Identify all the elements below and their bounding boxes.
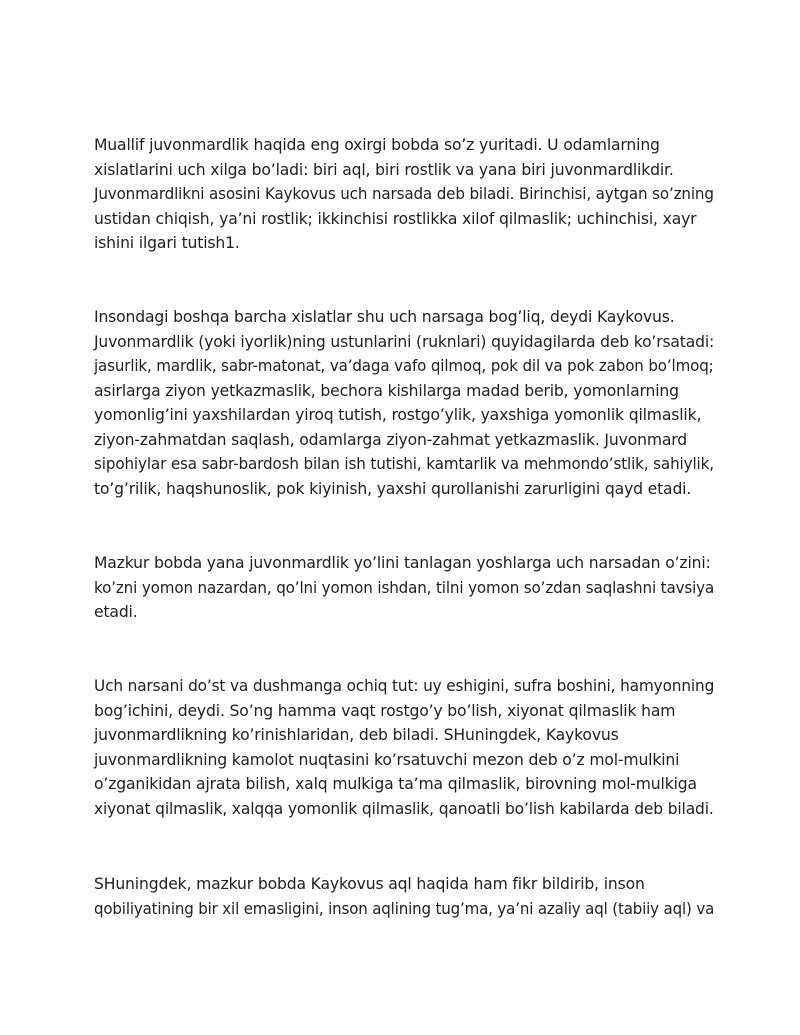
text-line: Mazkur bobda yana juvonmardlik yo’lini tanlagan yoshlarga uch narsadan o’zini: — [94, 554, 711, 572]
text-line: juvonmardlikning ko’rinishlaridan, deb biladi. SHuningdek, Kaykovus — [94, 726, 619, 744]
text-line: juvonmardlikning kamolot nuqtasini ko’rsatuvchi mezon deb o’z mol-mulkini — [94, 750, 680, 769]
text-line: SHuningdek, mazkur bobda Kaykovus aql haqida ham fikr bildirib, inson — [94, 875, 645, 893]
paragraph-5 — [94, 872, 714, 921]
text-line: qobiliyatining bir xil emasligini, inson aqlining tug’ma, ya’ni azaliy aql (tabiiy aql) va — [94, 899, 715, 918]
text-line: asirlarga ziyon yetkazmaslik, bechora kishilarga madad berib, yomonlarning — [94, 381, 679, 400]
text-line: yomonlig’ini yaxshilardan yiroq tutish, rostgo’ylik, yaxshiga yomonlik qilmaslik, — [94, 406, 702, 424]
text-line: ustidan chiqish, ya’ni rostlik; ikkinchisi rostlikka xilof qilmaslik; uchinchisi, xayr — [94, 209, 697, 228]
text-line: jasurlik, mardlik, sabr-matonat, va’daga vafo qilmoq, pok dil va pok zabon bo’lmoq; — [94, 357, 714, 375]
text-line: o’zganikidan ajrata bilish, xalq mulkiga ta’ma qilmaslik, birovning mol-mulkiga — [94, 775, 697, 793]
text-line: Insondagi boshqa barcha xislatlar shu uch narsaga bog’liq, deydi Kaykovus. — [94, 308, 675, 326]
paragraph-4 — [94, 674, 714, 821]
text-line: ko’zni yomon nazardan, qo’lni yomon ishdan, tilni yomon so’zdan saqlashni tavsiya — [94, 578, 715, 597]
text-line: xiyonat qilmaslik, xalqqa yomonlik qilmaslik, qanoatli bo’lish kabilarda deb biladi. — [94, 799, 714, 818]
paragraph-2 — [94, 305, 714, 501]
paragraph-3 — [94, 551, 714, 625]
text-line: Muallif juvonmardlik haqida eng oxirgi bobda so’z yuritadi. U odamlarning — [94, 136, 660, 154]
text-line: sipohiylar esa sabr-bardosh bilan ish tutishi, kamtarlik va mehmondo’stlik, sahiylik, — [94, 455, 714, 473]
text-line: Juvonmardlik (yoki iyorlik)ning ustunlarini (ruknlari) quyidagilarda deb ko’rsatadi: — [94, 332, 715, 351]
paragraph-1 — [94, 133, 714, 256]
text-line: Juvonmardlikni asosini Kaykovus uch narsada deb biladi. Birinchisi, aytgan so’zning — [94, 185, 714, 203]
text-line: bog’ichini, deydi. So’ng hamma vaqt rostgo’y bo’lish, xiyonat qilmaslik ham — [94, 701, 676, 720]
text-line: to’g’rilik, haqshunoslik, pok kiyinish, yaxshi qurollanishi zarurligini qayd etadi. — [94, 479, 692, 498]
text-line: ziyon-zahmatdan saqlash, odamlarga ziyon-zahmat yetkazmaslik. Juvonmard — [94, 430, 687, 449]
text-line: Uch narsani do’st va dushmanga ochiq tut: uy eshigini, sufra boshini, hamyonning — [94, 677, 715, 695]
text-line: ishini ilgari tutish1. — [94, 234, 240, 252]
text-line: etadi. — [94, 603, 138, 621]
text-line: xislatlarini uch xilga bo’ladi: biri aql, biri rostlik va yana biri juvonmardlikdir. — [94, 160, 674, 179]
